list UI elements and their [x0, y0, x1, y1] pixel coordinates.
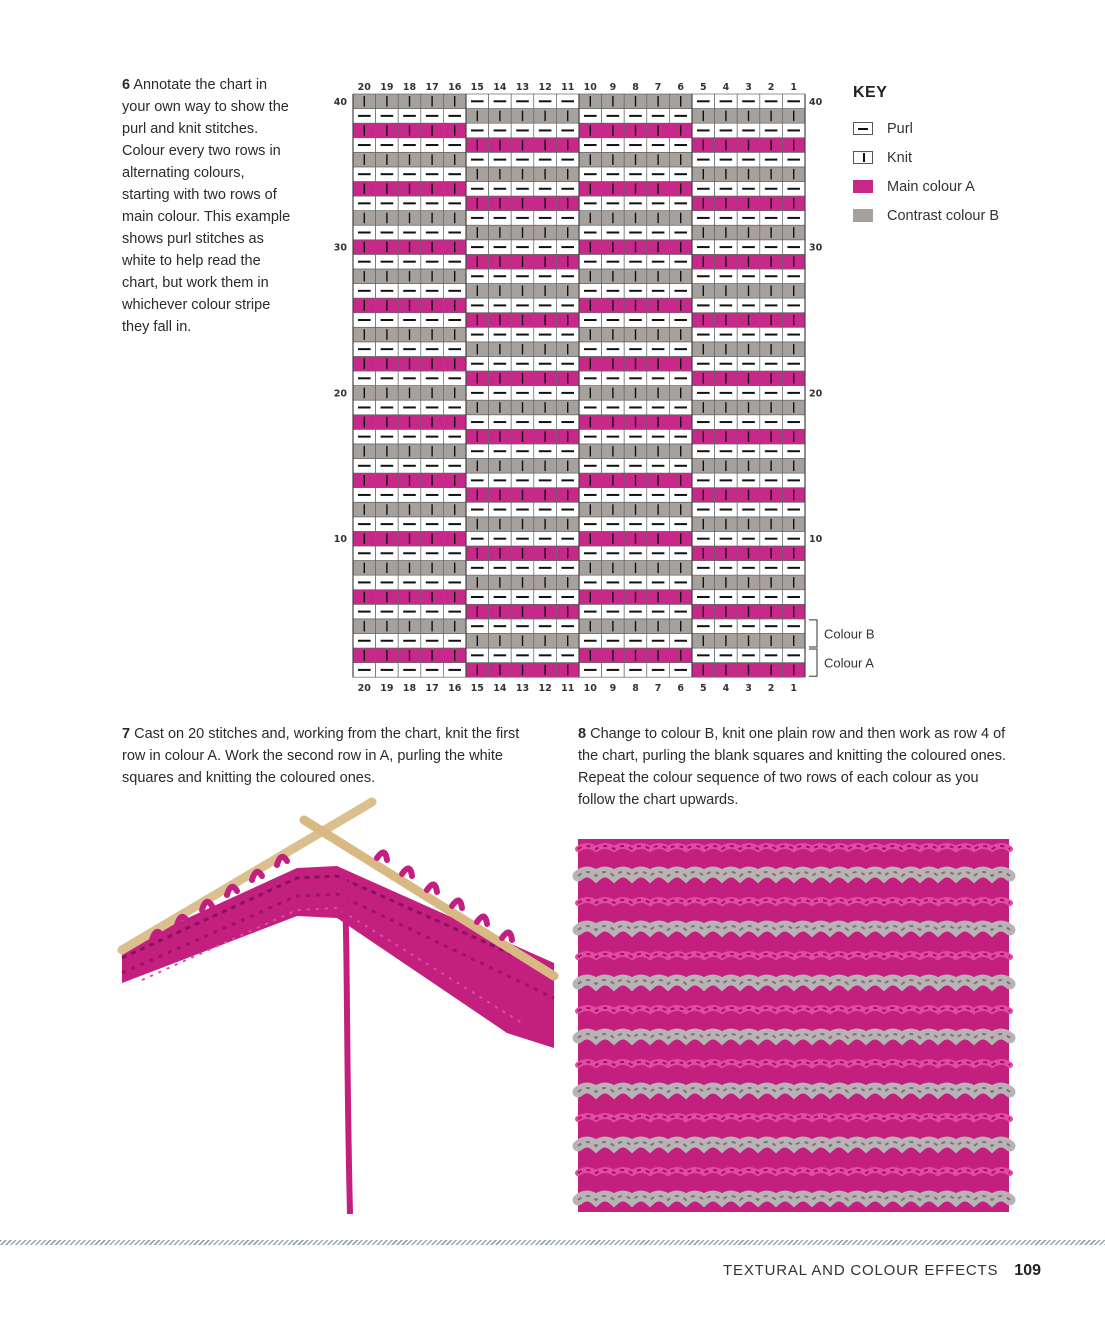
page-number: 109 [1014, 1262, 1041, 1279]
step-6-text [122, 74, 294, 338]
column-number: 1 [790, 82, 798, 93]
row-number-right: 40 [809, 96, 823, 108]
chart-grid [353, 94, 805, 677]
column-number: 4 [722, 82, 730, 93]
key-label: Knit [887, 149, 912, 166]
knit-symbol-icon [853, 151, 873, 164]
row-number-right: 10 [809, 534, 823, 546]
main-colour-swatch-icon [853, 180, 873, 193]
column-number: 8 [632, 683, 639, 695]
column-number: 11 [561, 82, 575, 93]
row-number-right: 30 [809, 242, 823, 254]
column-number: 11 [561, 683, 575, 695]
column-number: 16 [448, 82, 462, 93]
column-number: 13 [515, 82, 530, 93]
knitted-swatch-photo [578, 839, 1009, 1212]
column-number: 12 [538, 82, 552, 93]
step-8-text [578, 723, 1008, 811]
column-numbers-top [358, 82, 797, 93]
column-number: 19 [380, 82, 394, 93]
column-number: 20 [357, 82, 371, 93]
key-item-knit [853, 143, 1053, 172]
column-number: 16 [448, 683, 462, 695]
column-number: 2 [767, 82, 775, 93]
column-number: 7 [654, 82, 662, 93]
step-number: 6 [122, 77, 131, 93]
key-label: Contrast colour B [887, 207, 1000, 224]
key-item-purl [853, 114, 1053, 143]
purl-symbol-icon [853, 122, 873, 135]
contrast-colour-swatch-icon [853, 209, 873, 222]
step-number: 7 [122, 726, 131, 742]
column-number: 10 [583, 683, 597, 695]
column-number: 6 [677, 82, 685, 93]
column-number: 17 [425, 683, 439, 695]
row-number-right: 20 [809, 388, 823, 400]
column-numbers-bottom [358, 683, 797, 694]
column-number: 6 [677, 683, 685, 695]
step-body: Annotate the chart in your own way to show the purl and knit stitches. Colour every two rows in alternating colours, starting with two rows of main colour. This example shows purl stitches as white to help read the chart, but work them in whichever colour stripe they fall in. [122, 77, 291, 335]
footer-rule [0, 1240, 1105, 1245]
column-number: 20 [357, 683, 371, 695]
page-footer [723, 1262, 1041, 1280]
key-item-contrast-colour [853, 201, 1053, 230]
column-number: 18 [402, 82, 417, 93]
key-label: Main colour A [887, 178, 975, 195]
column-number: 18 [402, 683, 417, 695]
row-number-left: 30 [333, 242, 347, 254]
column-number: 14 [493, 82, 507, 93]
column-number: 19 [380, 683, 394, 695]
column-number: 13 [515, 683, 530, 695]
column-number: 9 [609, 82, 617, 93]
knitting-needles-photo [122, 798, 554, 1214]
step-body: Change to colour B, knit one plain row and then work as row 4 of the chart, purling the blank squares and knitting the coloured ones. Repeat the colour sequence of two rows of each colour as you follow the chart upwards. [578, 726, 1007, 808]
step-number: 8 [578, 726, 587, 742]
column-number: 5 [699, 82, 707, 93]
column-number: 14 [493, 683, 507, 695]
column-number: 15 [470, 82, 484, 93]
column-number: 3 [745, 683, 752, 695]
step-body: Cast on 20 stitches and, working from the chart, knit the first row in colour A. Work the second row in A, purling the white squares and knitting the coloured ones. [122, 726, 520, 786]
column-number: 15 [470, 683, 484, 695]
bracket-label-colour-b: Colour B [824, 626, 875, 642]
column-number: 5 [699, 683, 707, 695]
key-title: KEY [853, 84, 888, 101]
column-number: 9 [609, 683, 617, 695]
key-item-main-colour [853, 172, 1053, 201]
column-number: 3 [745, 82, 752, 93]
chart-key [853, 84, 1053, 230]
column-number: 17 [425, 82, 439, 93]
row-number-left: 40 [333, 96, 347, 108]
column-number: 4 [722, 683, 730, 695]
bracket-label-colour-a: Colour A [824, 655, 874, 671]
row-number-left: 10 [333, 534, 347, 546]
column-number: 8 [632, 82, 639, 93]
column-number: 12 [538, 683, 552, 695]
section-title: TEXTURAL AND COLOUR EFFECTS [723, 1262, 999, 1279]
row-number-left: 20 [333, 388, 347, 400]
column-number: 10 [583, 82, 597, 93]
column-number: 7 [654, 683, 662, 695]
column-number: 2 [767, 683, 775, 695]
key-label: Purl [887, 120, 913, 137]
column-number: 1 [790, 683, 798, 695]
step-7-text [122, 723, 546, 789]
colour-brackets [809, 620, 875, 676]
